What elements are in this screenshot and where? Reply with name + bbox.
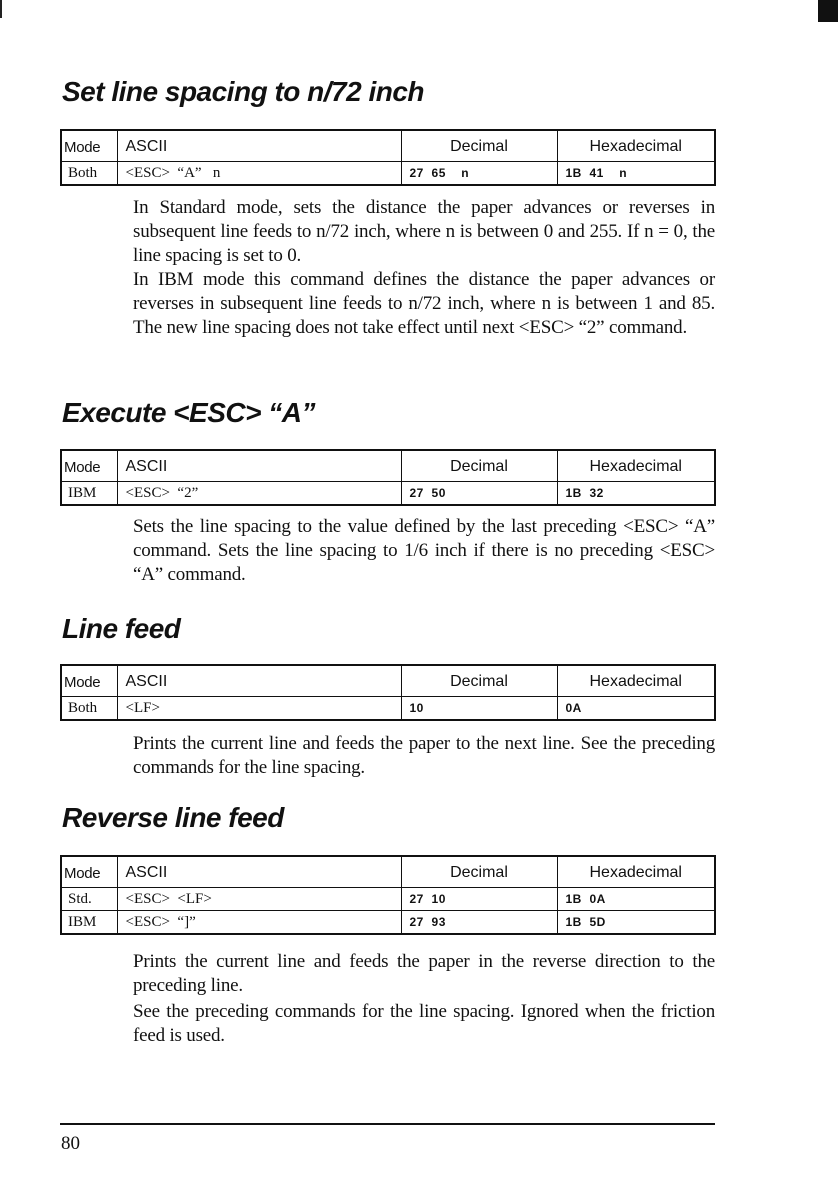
table-row — [61, 482, 715, 506]
header-decimal: Decimal — [401, 130, 557, 162]
command-table-set-line-spacing — [60, 129, 716, 186]
scan-edge-mark — [0, 0, 2, 18]
cell-ascii: <ESC> <LF> — [117, 888, 401, 911]
header-hexadecimal: Hexadecimal — [557, 665, 715, 697]
command-table-reverse-line-feed — [60, 855, 716, 935]
description-paragraph: Prints the current line and feeds the paper to the next line. See the preceding commands for the line spacing. — [133, 733, 715, 778]
cell-hex: 1B 41 n — [557, 162, 715, 186]
description-paragraph: Prints the current line and feeds the paper in the reverse direction to the preceding line. — [133, 951, 715, 996]
section-heading-reverse-line-feed: Reverse line feed — [62, 802, 284, 833]
header-ascii: ASCII — [117, 130, 401, 162]
table-row — [61, 888, 715, 911]
table-header-row — [61, 856, 715, 888]
cell-decimal: 10 — [401, 697, 557, 721]
header-mode: Mode — [61, 856, 117, 888]
description-paragraph: In Standard mode, sets the distance the paper advances or reverses in subsequent line feeds to n/72 inch, where n is between 0 and 255. If n = 0, the line spacing is set to 0. — [133, 197, 715, 266]
table-row — [61, 911, 715, 935]
header-mode: Mode — [61, 130, 117, 162]
cell-hex: 0A — [557, 697, 715, 721]
header-ascii: ASCII — [117, 450, 401, 482]
description-paragraph: Sets the line spacing to the value defined by the last preceding <ESC> “A” command. Sets the line spacing to 1/6 inch if there is no preceding <ESC> “A” command. — [133, 516, 715, 585]
section-heading-line-feed: Line feed — [62, 613, 181, 644]
cell-ascii: <ESC> “2” — [117, 482, 401, 506]
header-hexadecimal: Hexadecimal — [557, 856, 715, 888]
cell-mode: Both — [61, 697, 117, 721]
table-header-row — [61, 665, 715, 697]
header-mode: Mode — [61, 450, 117, 482]
cell-mode: IBM — [61, 482, 117, 506]
cell-decimal: 27 50 — [401, 482, 557, 506]
cell-mode: Std. — [61, 888, 117, 911]
table-header-row — [61, 450, 715, 482]
section-heading-execute-esc-a: Execute <ESC> “A” — [62, 397, 315, 428]
table-row — [61, 162, 715, 186]
footer-rule — [60, 1123, 715, 1125]
header-decimal: Decimal — [401, 856, 557, 888]
command-table-execute-esc-a — [60, 449, 716, 506]
header-hexadecimal: Hexadecimal — [557, 450, 715, 482]
header-ascii: ASCII — [117, 856, 401, 888]
cell-hex: 1B 32 — [557, 482, 715, 506]
page-number: 80 — [61, 1133, 80, 1154]
cell-ascii: <ESC> “]” — [117, 911, 401, 935]
cell-decimal: 27 65 n — [401, 162, 557, 186]
header-mode: Mode — [61, 665, 117, 697]
table-header-row — [61, 130, 715, 162]
cell-decimal: 27 93 — [401, 911, 557, 935]
header-decimal: Decimal — [401, 665, 557, 697]
cell-hex: 1B 0A — [557, 888, 715, 911]
table-row — [61, 697, 715, 721]
cell-mode: IBM — [61, 911, 117, 935]
scan-corner-mark — [818, 0, 838, 22]
header-ascii: ASCII — [117, 665, 401, 697]
section-heading-set-line-spacing: Set line spacing to n/72 inch — [62, 76, 425, 107]
description-paragraph: See the preceding commands for the line spacing. Ignored when the friction feed is used. — [133, 1001, 715, 1046]
cell-decimal: 27 10 — [401, 888, 557, 911]
description-paragraph: In IBM mode this command defines the distance the paper advances or reverses in subsequent line feeds to n/72 inch, where n is between 1 and 85. The new line spacing does not take effect until next <ESC> “2” command. — [133, 269, 715, 338]
cell-ascii: <LF> — [117, 697, 401, 721]
cell-hex: 1B 5D — [557, 911, 715, 935]
command-table-line-feed — [60, 664, 716, 721]
header-hexadecimal: Hexadecimal — [557, 130, 715, 162]
header-decimal: Decimal — [401, 450, 557, 482]
cell-ascii: <ESC> “A” n — [117, 162, 401, 186]
cell-mode: Both — [61, 162, 117, 186]
